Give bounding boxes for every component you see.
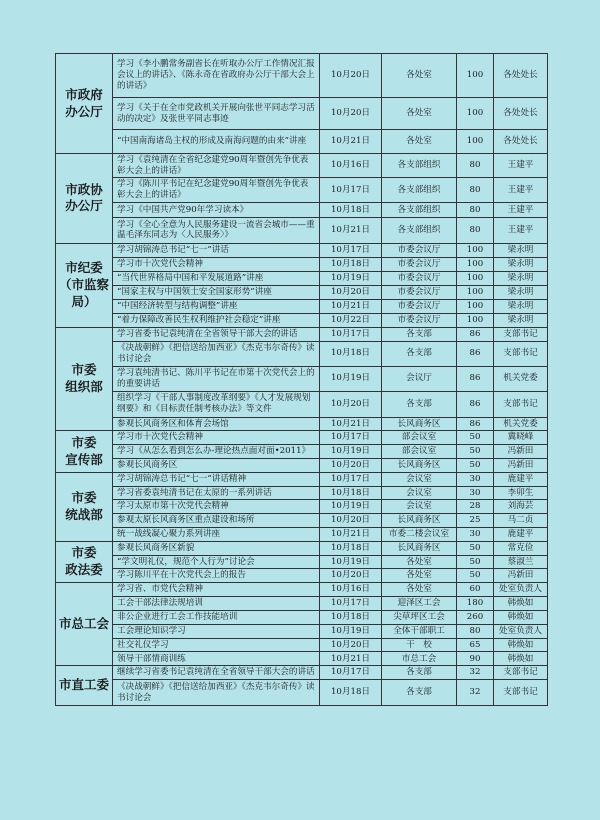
content-cell: 学习陈川平在十次党代会上的报告 xyxy=(113,569,320,583)
content-cell: 领导干部情商训练 xyxy=(113,652,320,666)
date-cell: 10月20日 xyxy=(320,638,382,652)
count-cell: 50 xyxy=(457,431,494,445)
count-cell: 80 xyxy=(457,154,494,178)
content-cell: “中国南海诸岛主权的形成及南海问题的由来”讲座 xyxy=(113,130,320,154)
study-schedule-table xyxy=(55,53,548,706)
content-cell: 学习太原市第十次党代会精神 xyxy=(113,500,320,514)
leader-cell: 支部书记 xyxy=(494,666,548,680)
leader-cell: 处室负责人 xyxy=(494,583,548,597)
content-cell: 工会干部法律法规培训 xyxy=(113,597,320,611)
content-cell: 学习袁纯清书记、陈川平书记在市第十次党代会上的的重要讲话 xyxy=(113,366,320,391)
count-cell: 180 xyxy=(457,597,494,611)
count-cell: 100 xyxy=(457,130,494,154)
date-cell: 10月18日 xyxy=(320,611,382,625)
place-cell: 市委会议厅 xyxy=(382,257,457,271)
count-cell: 100 xyxy=(457,285,494,299)
place-cell: 各支部 xyxy=(382,341,457,366)
date-cell: 10月21日 xyxy=(320,130,382,154)
date-cell: 10月21日 xyxy=(320,527,382,541)
table-row xyxy=(56,271,548,285)
place-cell: 干 校 xyxy=(382,638,457,652)
leader-cell: 梁永明 xyxy=(494,271,548,285)
leader-cell: 王建平 xyxy=(494,202,548,217)
leader-cell: 支部书记 xyxy=(494,341,548,366)
count-cell: 28 xyxy=(457,500,494,514)
place-cell: 各处室 xyxy=(382,54,457,98)
leader-cell: 支部书记 xyxy=(494,327,548,341)
count-cell: 80 xyxy=(457,202,494,217)
table-body xyxy=(56,54,548,706)
count-cell: 30 xyxy=(457,472,494,486)
count-cell: 100 xyxy=(457,271,494,285)
place-cell: 各处室 xyxy=(382,555,457,569)
date-cell: 10月17日 xyxy=(320,597,382,611)
date-cell: 10月19日 xyxy=(320,500,382,514)
place-cell: 各支部组织 xyxy=(382,202,457,217)
date-cell: 10月17日 xyxy=(320,327,382,341)
leader-cell: 梁永明 xyxy=(494,285,548,299)
leader-cell: 冀晓峰 xyxy=(494,431,548,445)
count-cell: 32 xyxy=(457,666,494,680)
count-cell: 86 xyxy=(457,417,494,431)
count-cell: 86 xyxy=(457,366,494,391)
place-cell: 尖草坪区工会 xyxy=(382,611,457,625)
content-cell: 社交礼仪学习 xyxy=(113,638,320,652)
date-cell: 10月18日 xyxy=(320,680,382,706)
count-cell: 25 xyxy=(457,514,494,528)
department-cell: 市委 宣传部 xyxy=(56,431,113,472)
content-cell: 学习《李小鹏常务副省长在听取办公厅工作情况汇报会议上的讲话》、《陈永奇在省政府办公厅干部大会上的讲话》 xyxy=(113,54,320,98)
leader-cell: 梁永明 xyxy=(494,257,548,271)
place-cell: 全体干部职工 xyxy=(382,624,457,638)
content-cell: 参观太原长风商务区重点建设和场所 xyxy=(113,514,320,528)
date-cell: 10月17日 xyxy=(320,178,382,202)
count-cell: 50 xyxy=(457,459,494,473)
date-cell: 10月20日 xyxy=(320,459,382,473)
leader-cell: 处室负责人 xyxy=(494,624,548,638)
place-cell: 市委会议厅 xyxy=(382,243,457,257)
content-cell: “着力保障改善民生权利维护社会稳定”讲座 xyxy=(113,313,320,327)
table-row xyxy=(56,299,548,313)
content-cell: 学习《陈川平书记在纪念建党90周年暨创先争优表彰大会上的讲话》 xyxy=(113,178,320,202)
count-cell: 60 xyxy=(457,583,494,597)
place-cell: 会议室 xyxy=(382,500,457,514)
leader-cell: 常克俭 xyxy=(494,541,548,555)
table-row xyxy=(56,54,548,98)
count-cell: 50 xyxy=(457,569,494,583)
table-row xyxy=(56,680,548,706)
place-cell: 市委二楼会议室 xyxy=(382,527,457,541)
place-cell: 长风商务区 xyxy=(382,541,457,555)
date-cell: 10月20日 xyxy=(320,54,382,98)
leader-cell: 王建平 xyxy=(494,217,548,243)
place-cell: 各支部组织 xyxy=(382,178,457,202)
table-row xyxy=(56,624,548,638)
content-cell: 参观长风商务区和体育会场馆 xyxy=(113,417,320,431)
leader-cell: 梁永明 xyxy=(494,313,548,327)
content-cell: 非公企业进行工会工作技能培训 xyxy=(113,611,320,625)
content-cell: 学习《从怎么看到怎么办-理论热点面对面•2011》 xyxy=(113,445,320,459)
date-cell: 10月22日 xyxy=(320,313,382,327)
date-cell: 10月18日 xyxy=(320,257,382,271)
leader-cell: 鹿建平 xyxy=(494,472,548,486)
content-cell: 统一战线凝心聚力系列讲座 xyxy=(113,527,320,541)
date-cell: 10月20日 xyxy=(320,285,382,299)
leader-cell: 各处处长 xyxy=(494,130,548,154)
leader-cell: 王建平 xyxy=(494,178,548,202)
place-cell: 部会议室 xyxy=(382,445,457,459)
table-row xyxy=(56,583,548,597)
date-cell: 10月19日 xyxy=(320,555,382,569)
table-row xyxy=(56,217,548,243)
place-cell: 会议厅 xyxy=(382,366,457,391)
content-cell: 参观长风商务区新貌 xyxy=(113,541,320,555)
date-cell: 10月17日 xyxy=(320,243,382,257)
place-cell: 各支部 xyxy=(382,327,457,341)
date-cell: 10月17日 xyxy=(320,666,382,680)
table-row xyxy=(56,313,548,327)
count-cell: 100 xyxy=(457,243,494,257)
table-row xyxy=(56,257,548,271)
department-cell: 市纪委 （市监察局） xyxy=(56,243,113,327)
count-cell: 100 xyxy=(457,299,494,313)
leader-cell: 刘海芸 xyxy=(494,500,548,514)
date-cell: 10月19日 xyxy=(320,271,382,285)
place-cell: 各处室 xyxy=(382,583,457,597)
leader-cell: 韩焕如 xyxy=(494,652,548,666)
date-cell: 10月19日 xyxy=(320,624,382,638)
table-row xyxy=(56,666,548,680)
count-cell: 32 xyxy=(457,680,494,706)
table-row xyxy=(56,154,548,178)
leader-cell: 冯新田 xyxy=(494,445,548,459)
leader-cell: 各处处长 xyxy=(494,98,548,130)
table-row xyxy=(56,555,548,569)
content-cell: 学习《全心全意为人民服务建设一流省会城市——重温毛泽东同志为〈人民服务〉》 xyxy=(113,217,320,243)
table-row xyxy=(56,541,548,555)
content-cell: “当代世界格局中国和平发展道路”讲座 xyxy=(113,271,320,285)
date-cell: 10月21日 xyxy=(320,217,382,243)
table-row xyxy=(56,178,548,202)
date-cell: 10月18日 xyxy=(320,341,382,366)
count-cell: 100 xyxy=(457,98,494,130)
content-cell: 参观长风商务区 xyxy=(113,459,320,473)
count-cell: 100 xyxy=(457,257,494,271)
count-cell: 100 xyxy=(457,54,494,98)
leader-cell: 鹿建平 xyxy=(494,527,548,541)
place-cell: 各支部 xyxy=(382,666,457,680)
table-row xyxy=(56,417,548,431)
count-cell: 65 xyxy=(457,638,494,652)
content-cell: 组织学习《干部人事制度改革纲要》《人才发展规划纲要》和《目标责任制考核办法》等文件 xyxy=(113,391,320,417)
table-row xyxy=(56,500,548,514)
table-row xyxy=(56,98,548,130)
department-cell: 市委 政法委 xyxy=(56,541,113,582)
place-cell: 各处室 xyxy=(382,98,457,130)
content-cell: 学习《袁纯清在全省纪念建党90周年暨创先争优表彰大会上的讲话》 xyxy=(113,154,320,178)
content-cell: 继续学习省委书记袁纯清在全省领导干部大会的讲话 xyxy=(113,666,320,680)
leader-cell: 梁永明 xyxy=(494,299,548,313)
table-row xyxy=(56,202,548,217)
place-cell: 长风商务区 xyxy=(382,417,457,431)
table-row xyxy=(56,445,548,459)
leader-cell: 机关党委 xyxy=(494,366,548,391)
count-cell: 86 xyxy=(457,327,494,341)
content-cell: “国家主权与中国领土安全国家形势”讲座 xyxy=(113,285,320,299)
table-row xyxy=(56,285,548,299)
count-cell: 50 xyxy=(457,541,494,555)
count-cell: 86 xyxy=(457,341,494,366)
count-cell: 100 xyxy=(457,313,494,327)
place-cell: 迎泽区工会 xyxy=(382,597,457,611)
date-cell: 10月18日 xyxy=(320,486,382,500)
content-cell: 工会理论知识学习 xyxy=(113,624,320,638)
place-cell: 会议室 xyxy=(382,472,457,486)
place-cell: 各支部组织 xyxy=(382,217,457,243)
date-cell: 10月21日 xyxy=(320,652,382,666)
table-row xyxy=(56,431,548,445)
date-cell: 10月19日 xyxy=(320,366,382,391)
leader-cell: 韩焕如 xyxy=(494,638,548,652)
place-cell: 市委会议厅 xyxy=(382,299,457,313)
content-cell: 学习胡锦涛总书记“七一”讲话 xyxy=(113,243,320,257)
date-cell: 10月20日 xyxy=(320,514,382,528)
count-cell: 86 xyxy=(457,391,494,417)
place-cell: 各处室 xyxy=(382,569,457,583)
place-cell: 市委会议厅 xyxy=(382,271,457,285)
table-row xyxy=(56,527,548,541)
department-cell: 市委 组织部 xyxy=(56,327,113,430)
table-row xyxy=(56,597,548,611)
date-cell: 10月17日 xyxy=(320,472,382,486)
table-row xyxy=(56,514,548,528)
date-cell: 10月16日 xyxy=(320,154,382,178)
table-row xyxy=(56,130,548,154)
date-cell: 10月20日 xyxy=(320,569,382,583)
table-row xyxy=(56,472,548,486)
department-cell: 市政府 办公厅 xyxy=(56,54,113,154)
table-row xyxy=(56,391,548,417)
department-cell: 市总工会 xyxy=(56,583,113,666)
count-cell: 30 xyxy=(457,486,494,500)
date-cell: 10月18日 xyxy=(320,202,382,217)
table-row xyxy=(56,243,548,257)
count-cell: 80 xyxy=(457,178,494,202)
leader-cell: 李卯生 xyxy=(494,486,548,500)
place-cell: 长风商务区 xyxy=(382,514,457,528)
date-cell: 10月21日 xyxy=(320,417,382,431)
date-cell: 10月16日 xyxy=(320,583,382,597)
leader-cell: 冯新田 xyxy=(494,569,548,583)
leader-cell: 冯新田 xyxy=(494,459,548,473)
table-row xyxy=(56,327,548,341)
department-cell: 市直工委 xyxy=(56,666,113,706)
count-cell: 50 xyxy=(457,445,494,459)
content-cell: 学习《中国共产党90年学习读本》 xyxy=(113,202,320,217)
department-cell: 市委 统战部 xyxy=(56,472,113,541)
place-cell: 会议室 xyxy=(382,486,457,500)
date-cell: 10月20日 xyxy=(320,391,382,417)
date-cell: 10月17日 xyxy=(320,431,382,445)
leader-cell: 梁永明 xyxy=(494,243,548,257)
leader-cell: 蔡淑兰 xyxy=(494,555,548,569)
table-row xyxy=(56,611,548,625)
leader-cell: 王建平 xyxy=(494,154,548,178)
content-cell: 学习胡锦涛总书记“七一”讲话精神 xyxy=(113,472,320,486)
content-cell: 学习市十次党代会精神 xyxy=(113,257,320,271)
place-cell: 部会议室 xyxy=(382,431,457,445)
department-cell: 市政协 办公厅 xyxy=(56,154,113,244)
table-row xyxy=(56,652,548,666)
count-cell: 30 xyxy=(457,527,494,541)
content-cell: 《决战朝鲜》《把信送给加西亚》《杰克韦尔奇传》读书讨论会 xyxy=(113,341,320,366)
date-cell: 10月19日 xyxy=(320,445,382,459)
date-cell: 10月20日 xyxy=(320,98,382,130)
content-cell: 学习省委袁纯清书记在太原的一系列讲话 xyxy=(113,486,320,500)
content-cell: 学习《关于在全市党政机关开展向张世平同志学习活动的决定》及张世平同志事迹 xyxy=(113,98,320,130)
table-row xyxy=(56,638,548,652)
place-cell: 各支部 xyxy=(382,680,457,706)
place-cell: 各支部组织 xyxy=(382,154,457,178)
table-row xyxy=(56,459,548,473)
date-cell: 10月18日 xyxy=(320,541,382,555)
date-cell: 10月21日 xyxy=(320,299,382,313)
content-cell: 学习省、市党代会精神 xyxy=(113,583,320,597)
table-row xyxy=(56,486,548,500)
leader-cell: 韩焕如 xyxy=(494,597,548,611)
content-cell: “学文明礼仪，规范个人行为”讨论会 xyxy=(113,555,320,569)
place-cell: 市总工会 xyxy=(382,652,457,666)
count-cell: 50 xyxy=(457,555,494,569)
count-cell: 260 xyxy=(457,611,494,625)
leader-cell: 马二贞 xyxy=(494,514,548,528)
count-cell: 80 xyxy=(457,624,494,638)
count-cell: 90 xyxy=(457,652,494,666)
table-row xyxy=(56,569,548,583)
content-cell: “中国经济转型与结构调整”讲座 xyxy=(113,299,320,313)
content-cell: 学习省委书记袁纯清在全省领导干部大会的讲话 xyxy=(113,327,320,341)
leader-cell: 各处处长 xyxy=(494,54,548,98)
place-cell: 长风商务区 xyxy=(382,459,457,473)
place-cell: 市委会议厅 xyxy=(382,313,457,327)
content-cell: 《决战朝鲜》《把信送给加西亚》《杰克韦尔奇传》读书讨论会 xyxy=(113,680,320,706)
leader-cell: 支部书记 xyxy=(494,680,548,706)
table-row xyxy=(56,366,548,391)
leader-cell: 韩焕如 xyxy=(494,611,548,625)
table-row xyxy=(56,341,548,366)
place-cell: 市委会议厅 xyxy=(382,285,457,299)
place-cell: 各支部 xyxy=(382,391,457,417)
place-cell: 各处室 xyxy=(382,130,457,154)
leader-cell: 支部书记 xyxy=(494,391,548,417)
count-cell: 80 xyxy=(457,217,494,243)
leader-cell: 机关党委 xyxy=(494,417,548,431)
content-cell: 学习市十次党代会精神 xyxy=(113,431,320,445)
